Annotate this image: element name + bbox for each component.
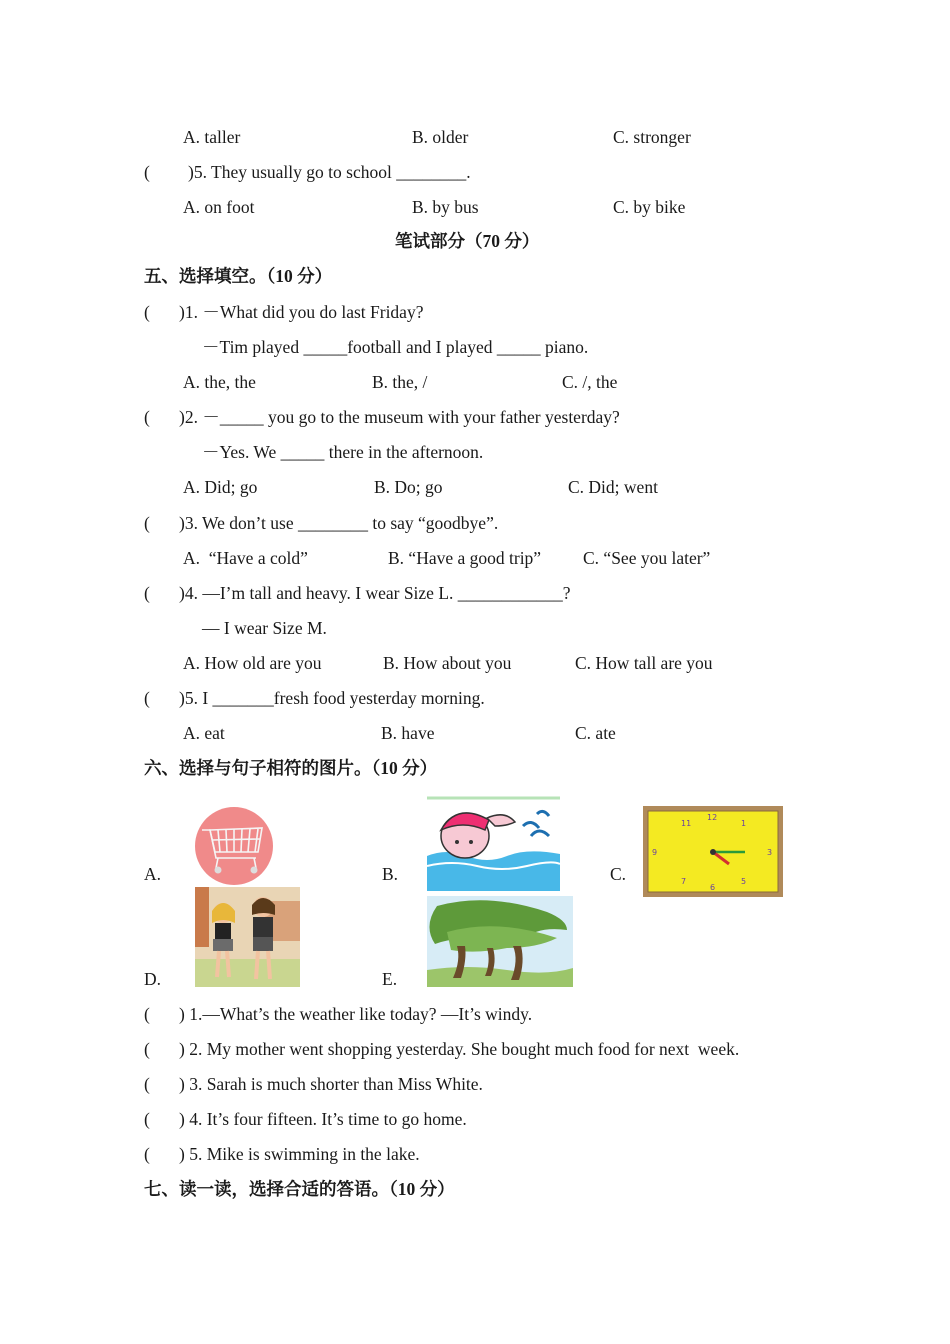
option-a: A. taller <box>183 127 241 147</box>
option-a: A. Did; go <box>183 477 258 497</box>
windy-trees-picture <box>427 896 573 987</box>
answer-paren: ( <box>144 513 150 533</box>
svg-text:12: 12 <box>707 813 718 822</box>
question-text: )5. I _______fresh food yesterday morning. <box>179 688 485 708</box>
answer-paren: ( <box>144 302 150 322</box>
option-b: B. the, / <box>372 372 428 392</box>
picture-label-c: C. <box>610 864 627 884</box>
question-text: )3. We don’t use ________ to say “goodbye”. <box>179 513 499 533</box>
picture-match-item: ) 4. It’s four fifteen. It’s time to go home. <box>179 1109 467 1129</box>
answer-paren: ( <box>144 1074 150 1094</box>
section-six-title: 六、选择与句子相符的图片。（10 分） <box>144 758 438 778</box>
question-text: )1. －What did you do last Friday? <box>179 302 424 322</box>
option-c: C. ate <box>575 723 616 743</box>
answer-paren: ( <box>144 688 150 708</box>
svg-text:9: 9 <box>652 848 658 857</box>
picture-match-item: ) 1.—What’s the weather like today? —It’s windy. <box>179 1004 533 1024</box>
svg-text:11: 11 <box>681 819 692 828</box>
section-five-title: 五、选择填空。（10 分） <box>144 266 333 286</box>
picture-match-item: ) 5. Mike is swimming in the lake. <box>179 1144 420 1164</box>
option-b: B. “Have a good trip” <box>388 548 542 568</box>
svg-text:5: 5 <box>741 877 747 886</box>
picture-match-item: ) 2. My mother went shopping yesterday. She bought much food for next week. <box>179 1039 740 1059</box>
option-a: A. the, the <box>183 372 256 392</box>
answer-paren: ( <box>144 1039 150 1059</box>
picture-label-d: D. <box>144 969 162 989</box>
option-c: C. stronger <box>613 127 691 147</box>
svg-text:3: 3 <box>767 848 773 857</box>
question-text: )5. They usually go to school ________. <box>188 162 471 182</box>
picture-label-e: E. <box>382 969 398 989</box>
option-c: C. Did; went <box>568 477 658 497</box>
swimmer-picture <box>427 796 560 891</box>
shopping-cart-picture <box>194 806 274 886</box>
question-line: －Yes. We _____ there in the afternoon. <box>202 442 484 462</box>
svg-text:1: 1 <box>741 819 747 828</box>
picture-label-a: A. <box>144 864 162 884</box>
option-b: B. have <box>381 723 435 743</box>
question-text: )4. —I’m tall and heavy. I wear Size L. ____________? <box>179 583 571 603</box>
option-c: C. /, the <box>562 372 618 392</box>
answer-paren: ( <box>144 162 150 182</box>
option-a: A. eat <box>183 723 225 743</box>
clock-picture <box>643 806 783 897</box>
answer-paren: ( <box>144 1109 150 1129</box>
option-a: A. “Have a cold” <box>183 548 308 568</box>
question-text: )2. －_____ you go to the museum with your father yesterday? <box>179 407 620 427</box>
question-line: －Tim played _____football and I played _____ piano. <box>202 337 589 357</box>
option-b: B. older <box>412 127 469 147</box>
answer-paren: ( <box>144 583 150 603</box>
written-section-title: 笔试部分（70 分） <box>395 231 540 251</box>
question-line: — I wear Size M. <box>202 618 327 638</box>
svg-text:6: 6 <box>710 883 716 892</box>
picture-match-item: ) 3. Sarah is much shorter than Miss White. <box>179 1074 483 1094</box>
answer-paren: ( <box>144 1144 150 1164</box>
answer-paren: ( <box>144 1004 150 1024</box>
option-b: B. Do; go <box>374 477 443 497</box>
option-a: A. on foot <box>183 197 255 217</box>
option-b: B. by bus <box>412 197 479 217</box>
option-c: C. by bike <box>613 197 686 217</box>
option-b: B. How about you <box>383 653 512 673</box>
option-c: C. How tall are you <box>575 653 713 673</box>
two-girls-picture <box>195 887 300 987</box>
section-seven-title: 七、读一读，选择合适的答语。（10 分） <box>144 1179 455 1199</box>
svg-text:7: 7 <box>681 877 687 886</box>
option-a: A. How old are you <box>183 653 322 673</box>
answer-paren: ( <box>144 407 150 427</box>
picture-label-b: B. <box>382 864 399 884</box>
option-c: C. “See you later” <box>583 548 711 568</box>
